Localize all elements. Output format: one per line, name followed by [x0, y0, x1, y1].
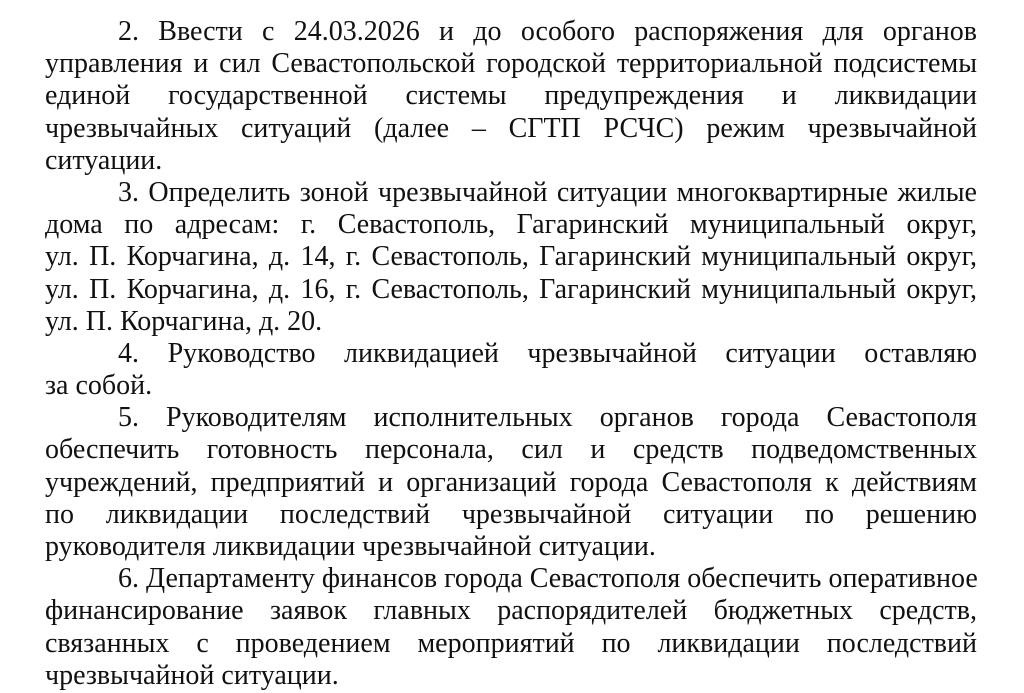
- top-spacer: [45, 0, 977, 16]
- clause-line: 6. Департаменту финансов города Севастополя обеспечить оперативное: [118, 563, 978, 595]
- document-page: [45, 0, 977, 692]
- clause-line: обеспечить готовность персонала, сил и средств подведомственных: [45, 434, 977, 466]
- clause-line: учреждений, предприятий и организаций города Севастополя к действиям: [45, 466, 977, 498]
- clause-4: [45, 338, 977, 402]
- clause-line: по ликвидации последствий чрезвычайной ситуации по решению: [45, 498, 977, 530]
- clause-line: 5. Руководителям исполнительных органов города Севастополя: [118, 402, 977, 434]
- clause-line: связанных с проведением мероприятий по ликвидации последствий: [45, 627, 977, 659]
- clause-line: руководителя ликвидации чрезвычайной ситуации.: [45, 531, 656, 562]
- clause-3: [45, 177, 977, 338]
- clause-line: единой государственной системы предупреждения и ликвидации: [45, 80, 977, 112]
- clause-line: 3. Определить зоной чрезвычайной ситуации многоквартирные жилые: [118, 176, 977, 208]
- clause-5: [45, 402, 977, 563]
- clause-line: чрезвычайной ситуации.: [45, 659, 339, 691]
- clause-line: 2. Ввести с 24.03.2026 и до особого распоряжения для органов: [118, 16, 977, 47]
- clause-line: ул. П. Корчагина, д. 16, г. Севастополь, Гагаринский муниципальный округ,: [45, 273, 977, 305]
- clause-line: дома по адресам: г. Севастополь, Гагаринский муниципальный округ,: [45, 209, 977, 241]
- clause-line: управления и сил Севастопольской городской территориальной подсистемы: [45, 48, 977, 80]
- clause-line: чрезвычайных ситуаций (далее – СГТП РСЧС) режим чрезвычайной: [45, 112, 977, 144]
- clause-line: ул. П. Корчагина, д. 14, г. Севастополь, Гагаринский муниципальный округ,: [45, 241, 977, 273]
- clause-6: [45, 563, 977, 692]
- clause-line: за собой.: [45, 370, 153, 402]
- clause-line: финансирование заявок главных распорядителей бюджетных средств,: [45, 595, 977, 627]
- clause-line: ул. П. Корчагина, д. 20.: [45, 305, 323, 337]
- clause-line: 4. Руководство ликвидацией чрезвычайной ситуации оставляю: [118, 337, 977, 369]
- clause-line: ситуации.: [45, 144, 163, 176]
- clause-2: [45, 16, 977, 177]
